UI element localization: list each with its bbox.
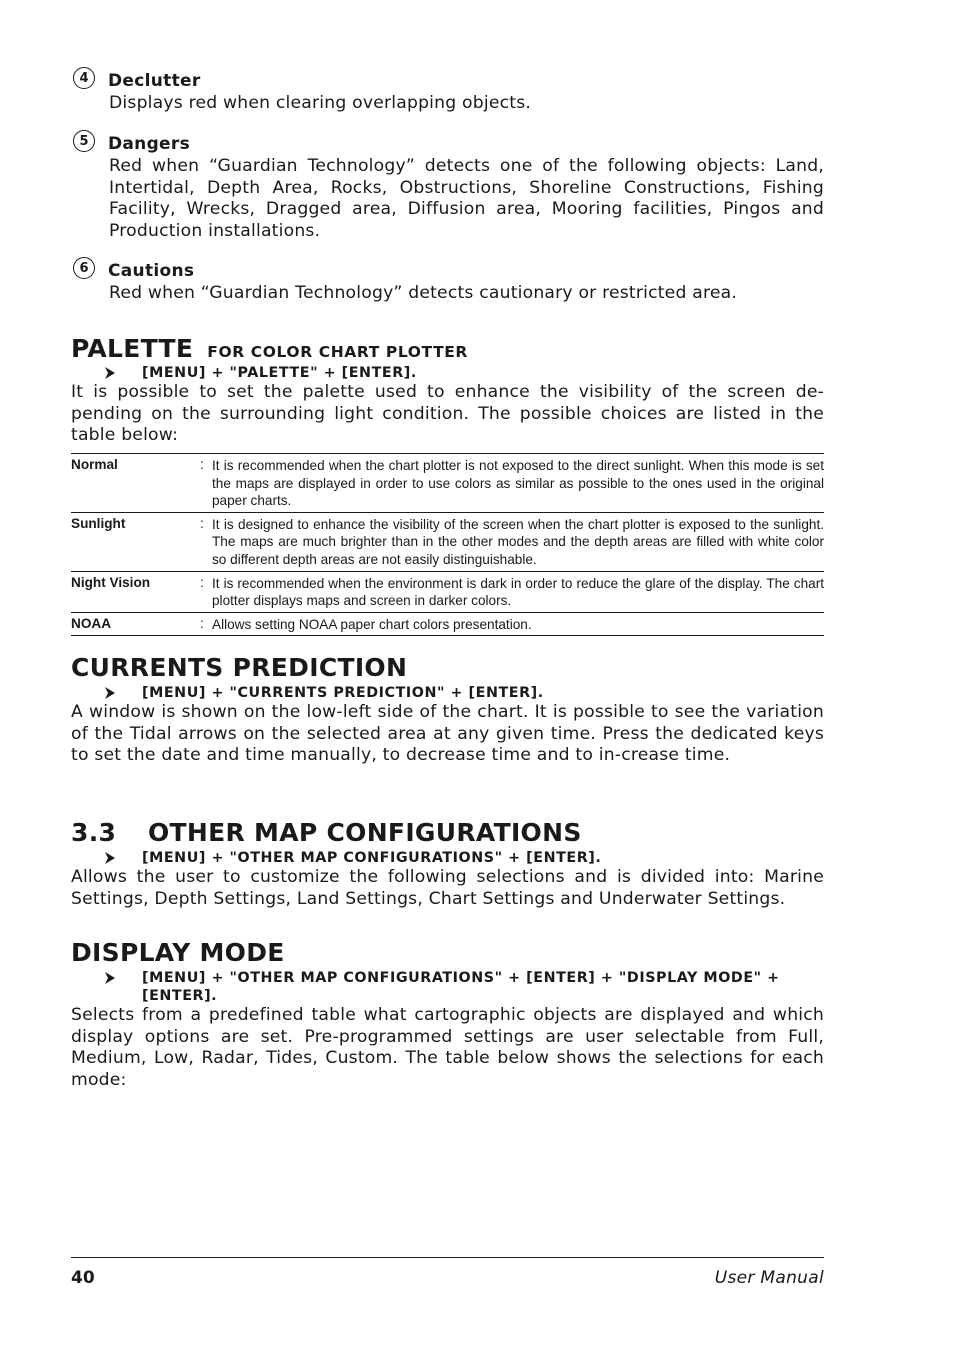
row-colon: : (200, 574, 204, 590)
table-row (71, 572, 824, 613)
palette-name: Normal (71, 457, 118, 472)
palette-description: It is recommended when the environment is dark in order to reduce the glare of the display. The chart plotter displays maps and screen in darker colors. (212, 575, 824, 609)
display-mode-body: Selects from a predefined table what cartographic objects are displayed and which display options are set. Pre-programmed settings are user selectable from Full, Medium, Low, Radar, Tides, Custom. The table below shows the selections for each mode: (71, 1005, 824, 1090)
footer-divider (71, 1257, 824, 1258)
item-description: Red when “Guardian Technology” detects one of the following objects: Land, Intertidal, Depth Area, Rocks, Obstructions, Shoreline Constructions, Fishing Facility, Wrecks, Dragged area, Diffusion area, Mooring facilities, Pingos and Production installations. (109, 156, 824, 241)
command-text: [MENU] + "PALETTE" + [ENTER]. (142, 365, 417, 381)
item-title: Cautions (108, 261, 195, 281)
table-row (71, 454, 824, 513)
chevron-right-icon (103, 851, 117, 865)
circled-number-icon: 4 (73, 67, 95, 89)
palette-name: Sunlight (71, 515, 126, 531)
section-command (99, 849, 824, 867)
palette-heading (71, 334, 468, 363)
palette-description: It is designed to enhance the visibility of the screen when the chart plotter is exposed to the sunlight. The maps are much brighter than in the other modes and the depth areas are filled with white color so different depth areas are not easily distinguishable. (212, 516, 824, 567)
palette-description: It is recommended when the chart plotter is not exposed to the direct sunlight. When this mode is set the maps are displayed in order to use colors as similar as possible to the ones used in the original paper charts. (212, 458, 824, 509)
table-row (71, 613, 824, 636)
currents-command (99, 684, 824, 702)
palette-table (71, 453, 824, 636)
currents-heading: CURRENTS PREDICTION (71, 653, 408, 682)
item-description: Displays red when clearing overlapping objects. (109, 93, 532, 113)
chevron-right-icon (103, 686, 117, 700)
row-colon: : (200, 515, 204, 531)
section-body: Allows the user to customize the following selections and is divided into: Marine Settings, Depth Settings, Land Settings, Chart Settings and Underwater Settings. (71, 867, 824, 909)
chevron-right-icon (103, 971, 117, 985)
row-colon: : (200, 615, 204, 631)
palette-name: Night Vision (71, 574, 151, 590)
chevron-right-icon (103, 366, 117, 380)
section-number: 3.3 (71, 818, 117, 847)
item-title: Declutter (108, 71, 201, 91)
palette-name: NOAA (71, 615, 112, 631)
display-mode-command (99, 969, 824, 1005)
palette-command (99, 364, 824, 382)
command-text: [MENU] + "OTHER MAP CONFIGURATIONS" + [ENTER]. (142, 850, 602, 866)
table-row (71, 513, 824, 572)
palette-title: PALETTE (71, 334, 194, 363)
display-mode-heading: DISPLAY MODE (71, 938, 285, 967)
palette-subtitle: FOR COLOR CHART PLOTTER (207, 343, 468, 361)
circled-number-icon: 6 (73, 257, 95, 279)
footer-title: User Manual (714, 1268, 824, 1288)
command-text: [MENU] + "CURRENTS PREDICTION" + [ENTER]. (142, 685, 544, 701)
section-heading (71, 818, 582, 847)
circled-number-icon: 5 (73, 130, 95, 152)
page-number: 40 (71, 1268, 95, 1288)
currents-body: A window is shown on the low-left side of the chart. It is possible to see the variation of the Tidal arrows on the selected area at any given time. Press the dedicated keys to set the date and time manually, to decrease time and to in-crease time. (71, 702, 824, 766)
row-colon: : (200, 457, 204, 472)
item-description: Red when “Guardian Technology” detects cautionary or restricted area. (109, 283, 738, 303)
section-title: OTHER MAP CONFIGURATIONS (148, 818, 582, 847)
palette-description: Allows setting NOAA paper chart colors presentation. (212, 616, 532, 632)
item-title: Dangers (108, 134, 190, 154)
palette-body: It is possible to set the palette used to enhance the visibility of the screen de-pending on the surrounding light condition. The possible choices are listed in the table below: (71, 382, 824, 446)
command-text: [MENU] + "OTHER MAP CONFIGURATIONS" + [ENTER] + "DISPLAY MODE" + [ENTER]. (142, 970, 780, 1004)
